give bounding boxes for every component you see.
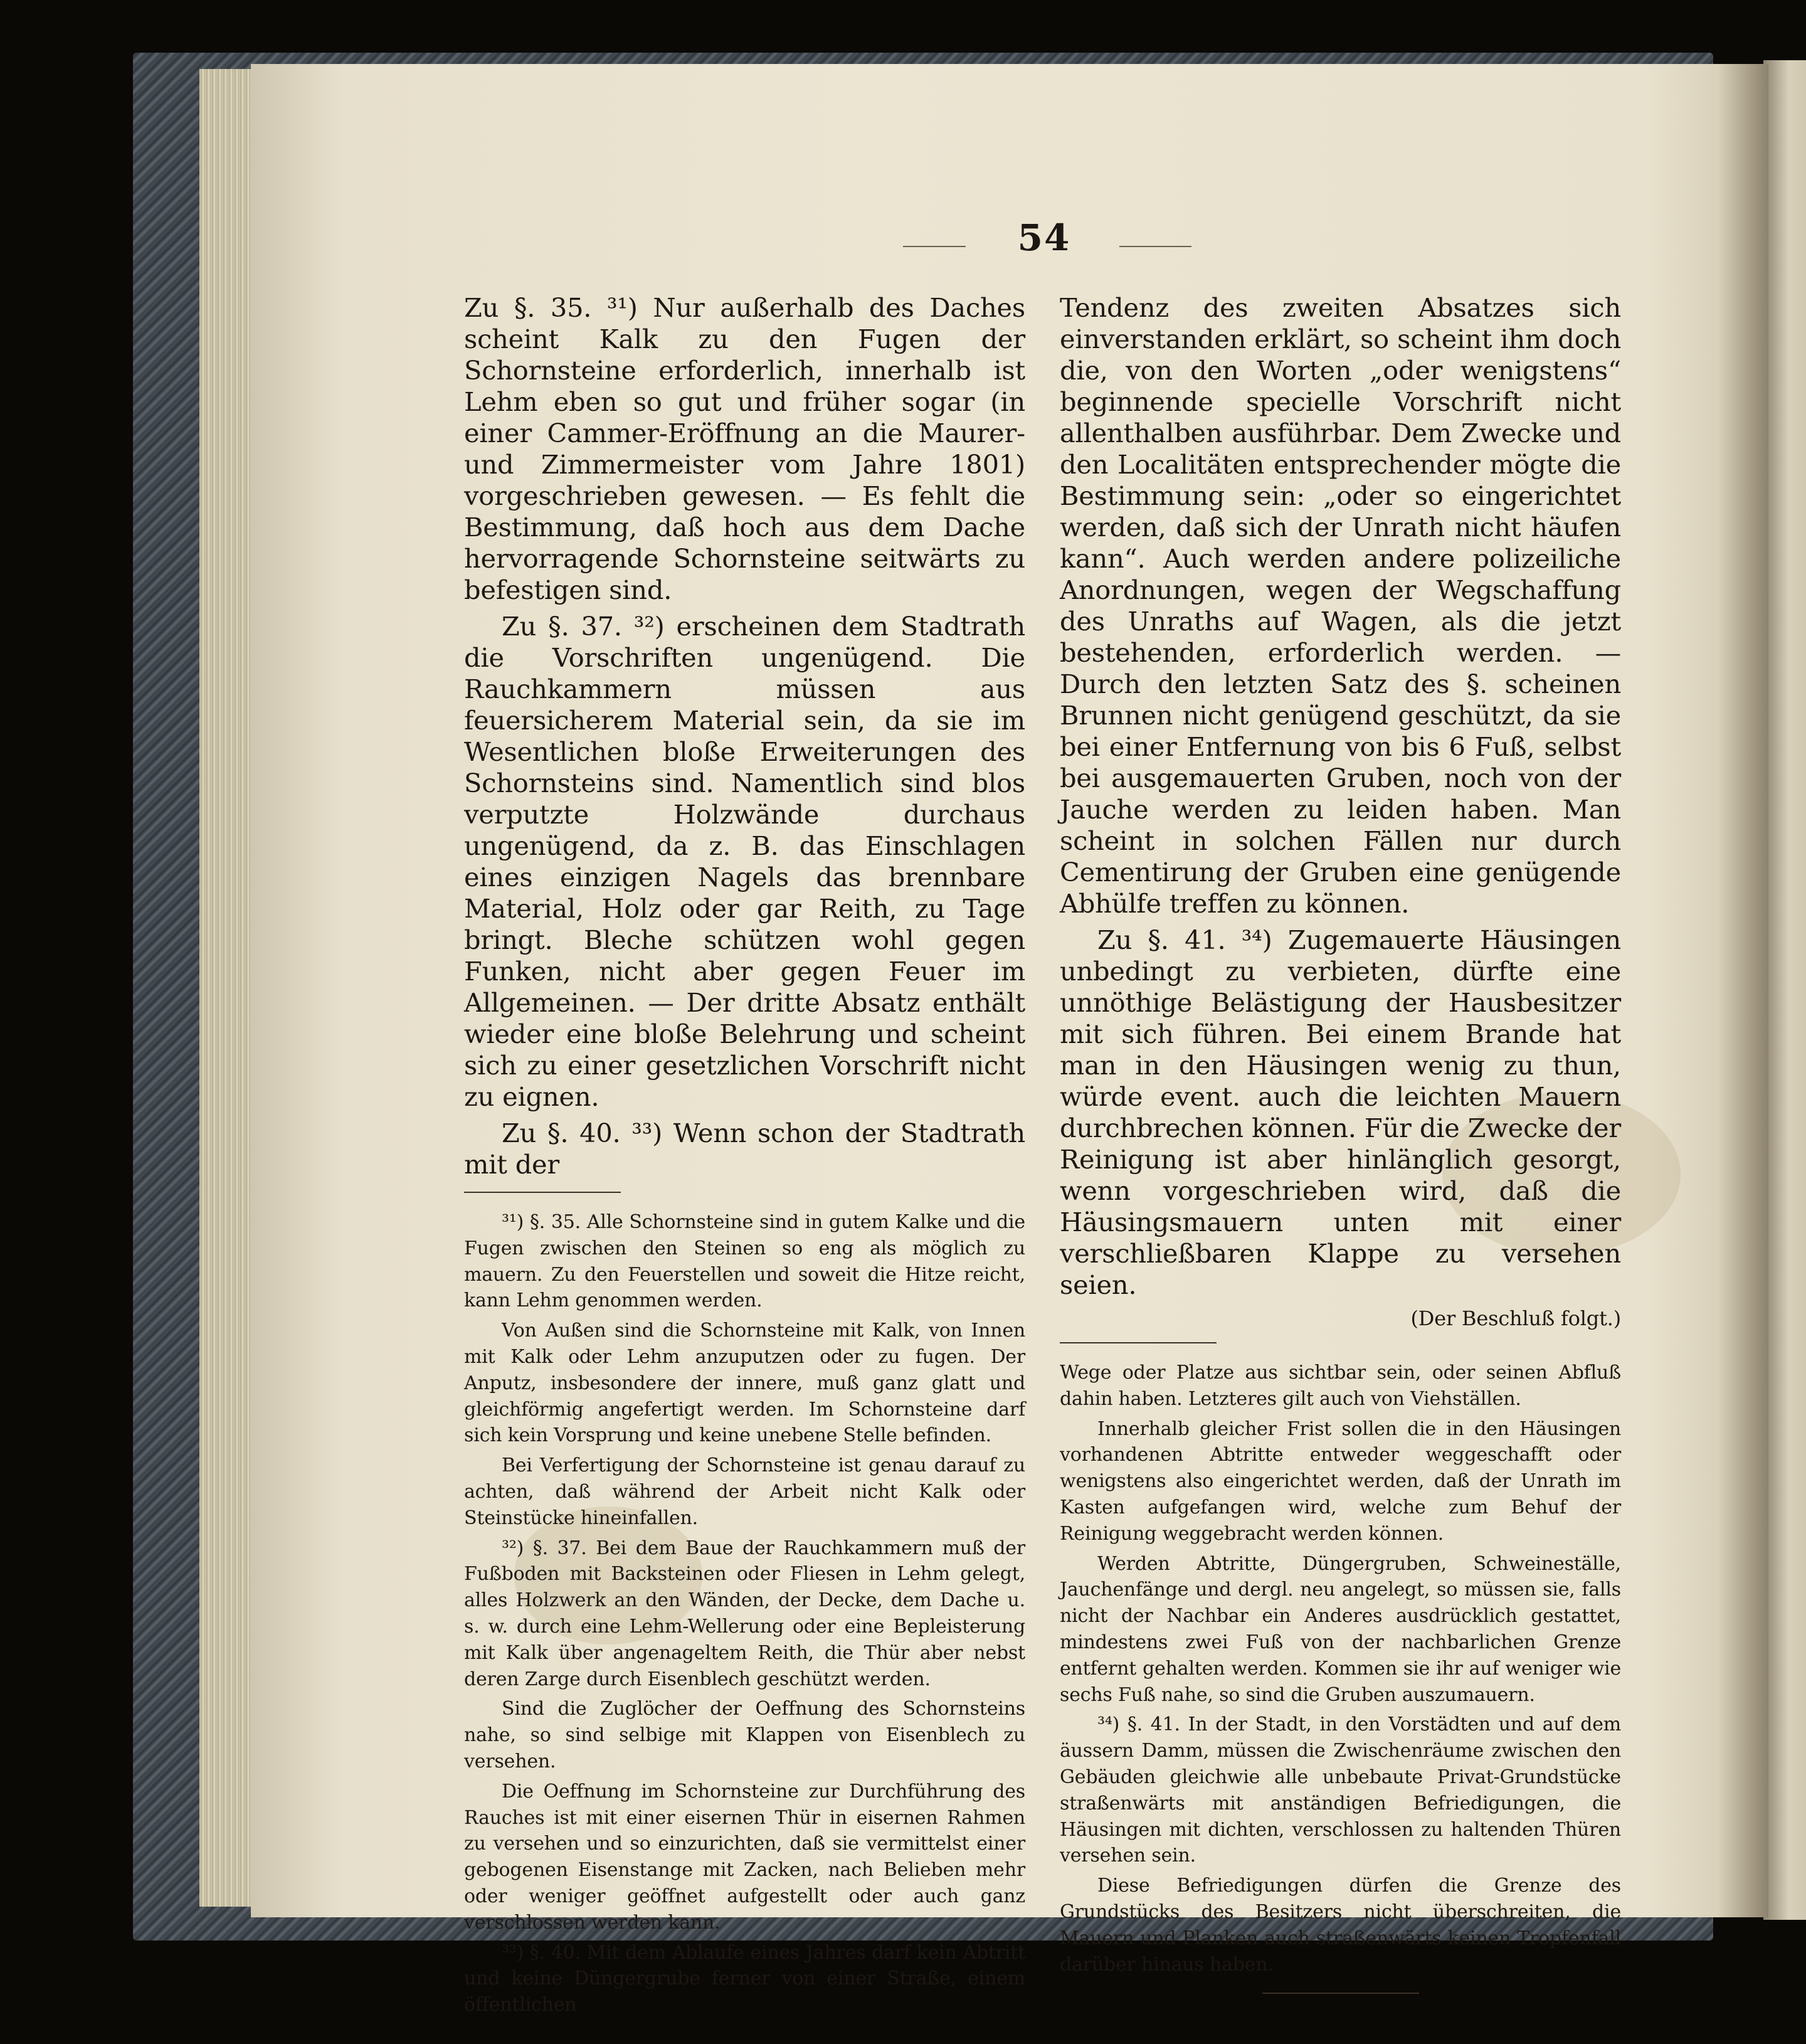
footnote: Werden Abtritte, Düngergruben, Schweineställe, Jauchenfänge und dergl. neu angelegt, so müssen sie, falls nicht der Nachbar ein Anderes ausdrücklich gestattet, mindestens zwei Fuß von der nachbarlichen Grenze entfernt gehalten werden. Kommen sie ihr auf weniger wie sechs Fuß nahe, so sind die Gruben auszumauern.	[1060, 1552, 1621, 1706]
footnote-rule	[464, 1192, 621, 1193]
footnote: Sind die Zuglöcher der Oeffnung des Schornsteins nahe, so sind selbige mit Klappen von Eisenblech zu versehen.	[464, 1698, 1025, 1772]
footnote: Die Oeffnung im Schornsteine zur Durchführung des Rauches ist mit einer eisernen Thür in eisernen Rahmen zu versehen und so einzurichten, daß sie vermittelst einer gebogenen Eisenstange mit Zacken, nach Belieben mehr oder weniger geöffnet aufgestellt oder auch ganz verschlossen werden kann.	[464, 1780, 1025, 1934]
paragraph: Zu §. 41. ³⁴) Zugemauerte Häusingen unbedingt zu verbieten, dürfte eine unnöthige Belästigung der Hausbesitzer mit sich führen. Bei einem Brande hat man in den Häusingen wenig zu thun, würde event. auch die leichten Mauern durchbrechen können. Für die Zwecke der Reinigung ist aber hinlänglich gesorgt, wenn vorgeschrieben wird, daß die Häusingsmauern unten mit einer verschließbaren Klappe zu versehen seien.	[1060, 924, 1621, 1300]
page-number: 54	[1017, 216, 1071, 259]
footnote: Von Außen sind die Schornsteine mit Kalk, von Innen mit Kalk oder Lehm anzuputzen oder zu fugen. Der Anputz, insbesondere der innere, muß ganz glatt und gleichförmig angefertigt werden. Im Schornsteine darf sich kein Vorsprung und keine unebene Stelle befinden.	[464, 1320, 1025, 1447]
footnote-rule	[1060, 1342, 1217, 1343]
paragraph: Tendenz des zweiten Absatzes sich einverstanden erklärt, so scheint ihm doch die, von den Worten „oder wenigstens“ beginnende specielle Vorschrift nicht allenthalben ausführbar. Dem Zwecke und den Localitäten entsprechender mögte die Bestimmung sein: „oder so eingerichtet werden, daß sich der Unrath nicht häufen kann“. Auch werden andere polizeiliche Anordnungen, wegen der Wegschaffung des Unraths auf Wagen, als die jetzt bestehenden, erforderlich werden. — Durch den letzten Satz des §. scheinen Brunnen nicht genügend geschützt, da sie bei einer Entfernung von bis 6 Fuß, selbst bei ausgemauerten Gruben, noch von der Jauche werden zu leiden haben. Man scheint in solchen Fällen nur durch Cementirung der Gruben eine genügende Abhülfe treffen zu können.	[1060, 292, 1621, 919]
footnote: ³³) §. 40. Mit dem Ablaufe eines Jahres darf kein Abtritt und keine Düngergrube ferner von einer Straße, einem öffentlichen	[464, 1941, 1025, 2016]
page-block-edge	[199, 69, 255, 1907]
footnote: Wege oder Platze aus sichtbar sein, oder seinen Abfluß dahin haben. Letzteres gilt auch von Viehställen.	[1060, 1362, 1621, 1410]
footnote: Diese Befriedigungen dürfen die Grenze des Grundstücks des Besitzers nicht überschreiten, die Mauern und Planken auch straßenwärts keinen Tropfenfall darüber hinaus haben.	[1060, 1875, 1621, 1976]
footnote: Bei Verfertigung der Schornsteine ist genau darauf zu achten, daß während der Arbeit nicht Kalk oder Steinstücke hineinfallen.	[464, 1454, 1025, 1529]
paragraph: Zu §. 40. ³³) Wenn schon der Stadtrath mit der	[464, 1118, 1025, 1180]
footnote: ³¹) §. 35. Alle Schornsteine sind in gutem Kalke und die Fugen zwischen den Steinen so eng als möglich zu mauern. Zu den Feuerstellen und soweit die Hitze reicht, kann Lehm genommen werden.	[464, 1211, 1025, 1312]
paragraph: Zu §. 37. ³²) erscheinen dem Stadtrath die Vorschriften ungenügend. Die Rauchkammern müssen aus feuersicherem Material sein, da sie im Wesentlichen bloße Erweiterungen des Schornsteins sind. Namentlich sind blos verputzte Holzwände durchaus ungenügend, da z. B. das Einschlagen eines einzigen Nagels das brennbare Material, Holz oder gar Reith, zu Tage bringt. Bleche schützen wohl gegen Funken, nicht aber gegen Feuer im Allgemeinen. — Der dritte Absatz enthält wieder eine bloße Belehrung und scheint sich zu einer gesetzlichen Vorschrift nicht zu eignen.	[464, 611, 1025, 1112]
closing-note: (Der Beschluß folgt.)	[1410, 1306, 1621, 1330]
right-column	[1060, 292, 1621, 1994]
footnote: ³²) §. 37. Bei dem Baue der Rauchkammern muß der Fußboden mit Backsteinen oder Fliesen in Lehm gelegt, alles Holzwerk an den Wänden, der Decke, dem Dache u. s. w. durch eine Lehm-Wellerung oder eine Bepleisterung mit Kalk über angenageltem Reith, die Thür aber nebst deren Zarge durch Eisenblech geschützt werden.	[464, 1537, 1025, 1690]
end-rule	[1262, 1993, 1419, 1994]
footnote: ³⁴) §. 41. In der Stadt, in den Vorstädten und auf dem äussern Damm, müssen die Zwischenräume zwischen den Gebäuden gleichwie alle unbebaute Privat-Grundstücke straßenwärts mit anständigen Befriedigungen, die Häusingen mit dichten, verschlossen zu haltenden Thüren versehen sein.	[1060, 1713, 1621, 1867]
left-column	[464, 292, 1025, 2022]
paragraph: Zu §. 35. ³¹) Nur außerhalb des Daches scheint Kalk zu den Fugen der Schornsteine erforderlich, innerhalb ist Lehm eben so gut und früher sogar (in einer Cammer-Eröffnung an die Maurer- und Zimmermeister vom Jahre 1801) vorgeschrieben gewesen. — Es fehlt die Bestimmung, daß hoch aus dem Dache hervorragende Schornsteine seitwärts zu befestigen sind.	[464, 292, 1025, 605]
gutter-shadow	[1718, 64, 1768, 1917]
facing-page-edge	[1763, 60, 1806, 1920]
footnote: Innerhalb gleicher Frist sollen die in den Häusingen vorhandenen Abtritte entweder weggeschafft oder wenigstens also eingerichtet werden, daß der Unrath im Kasten aufgefangen wird, welche zum Behuf der Reinigung weggebracht werden können.	[1060, 1417, 1621, 1545]
